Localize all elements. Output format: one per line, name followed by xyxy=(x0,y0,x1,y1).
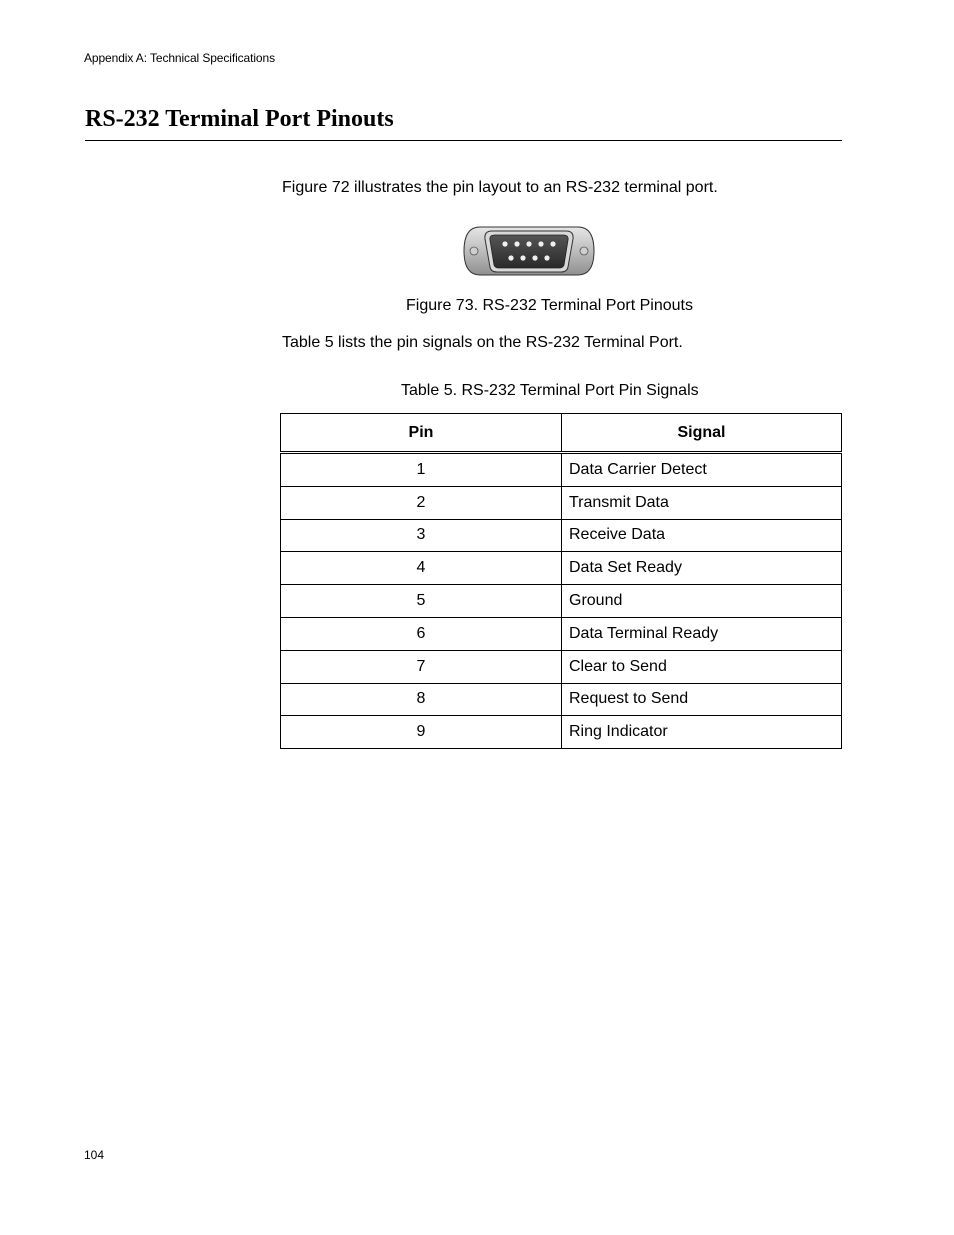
figure-caption: Figure 73. RS-232 Terminal Port Pinouts xyxy=(406,297,693,314)
table-header-row xyxy=(281,414,842,453)
signal-cell: Ground xyxy=(562,585,842,618)
pin-cell: 7 xyxy=(281,650,562,683)
pin-cell: 2 xyxy=(281,486,562,519)
table-row xyxy=(281,683,842,716)
column-header-signal: Signal xyxy=(562,414,842,453)
signal-cell: Data Terminal Ready xyxy=(562,617,842,650)
signal-cell: Request to Send xyxy=(562,683,842,716)
table-row xyxy=(281,585,842,618)
pin-cell: 8 xyxy=(281,683,562,716)
column-header-pin: Pin xyxy=(281,414,562,453)
table-row xyxy=(281,552,842,585)
signal-cell: Data Carrier Detect xyxy=(562,453,842,487)
signal-cell: Transmit Data xyxy=(562,486,842,519)
signal-cell: Ring Indicator xyxy=(562,716,842,749)
running-header: Appendix A: Technical Specifications xyxy=(84,51,275,65)
table-row xyxy=(281,650,842,683)
section-title: RS-232 Terminal Port Pinouts xyxy=(85,106,394,132)
signal-cell: Data Set Ready xyxy=(562,552,842,585)
table-intro-paragraph: Table 5 lists the pin signals on the RS-232 Terminal Port. xyxy=(282,334,683,351)
signal-cell: Clear to Send xyxy=(562,650,842,683)
table-row xyxy=(281,486,842,519)
table-row xyxy=(281,519,842,552)
pin-cell: 6 xyxy=(281,617,562,650)
pin-signals-table xyxy=(280,413,842,749)
db9-connector-illustration xyxy=(462,224,596,278)
title-rule xyxy=(85,140,842,141)
pin-cell: 9 xyxy=(281,716,562,749)
pin-cell: 5 xyxy=(281,585,562,618)
signal-cell: Receive Data xyxy=(562,519,842,552)
table-row xyxy=(281,617,842,650)
table-row xyxy=(281,453,842,487)
pin-cell: 1 xyxy=(281,453,562,487)
pin-cell: 4 xyxy=(281,552,562,585)
page-number: 104 xyxy=(84,1148,105,1162)
table-row xyxy=(281,716,842,749)
table-caption: Table 5. RS-232 Terminal Port Pin Signals xyxy=(401,382,699,399)
pin-cell: 3 xyxy=(281,519,562,552)
intro-paragraph: Figure 72 illustrates the pin layout to an RS-232 terminal port. xyxy=(282,179,718,196)
